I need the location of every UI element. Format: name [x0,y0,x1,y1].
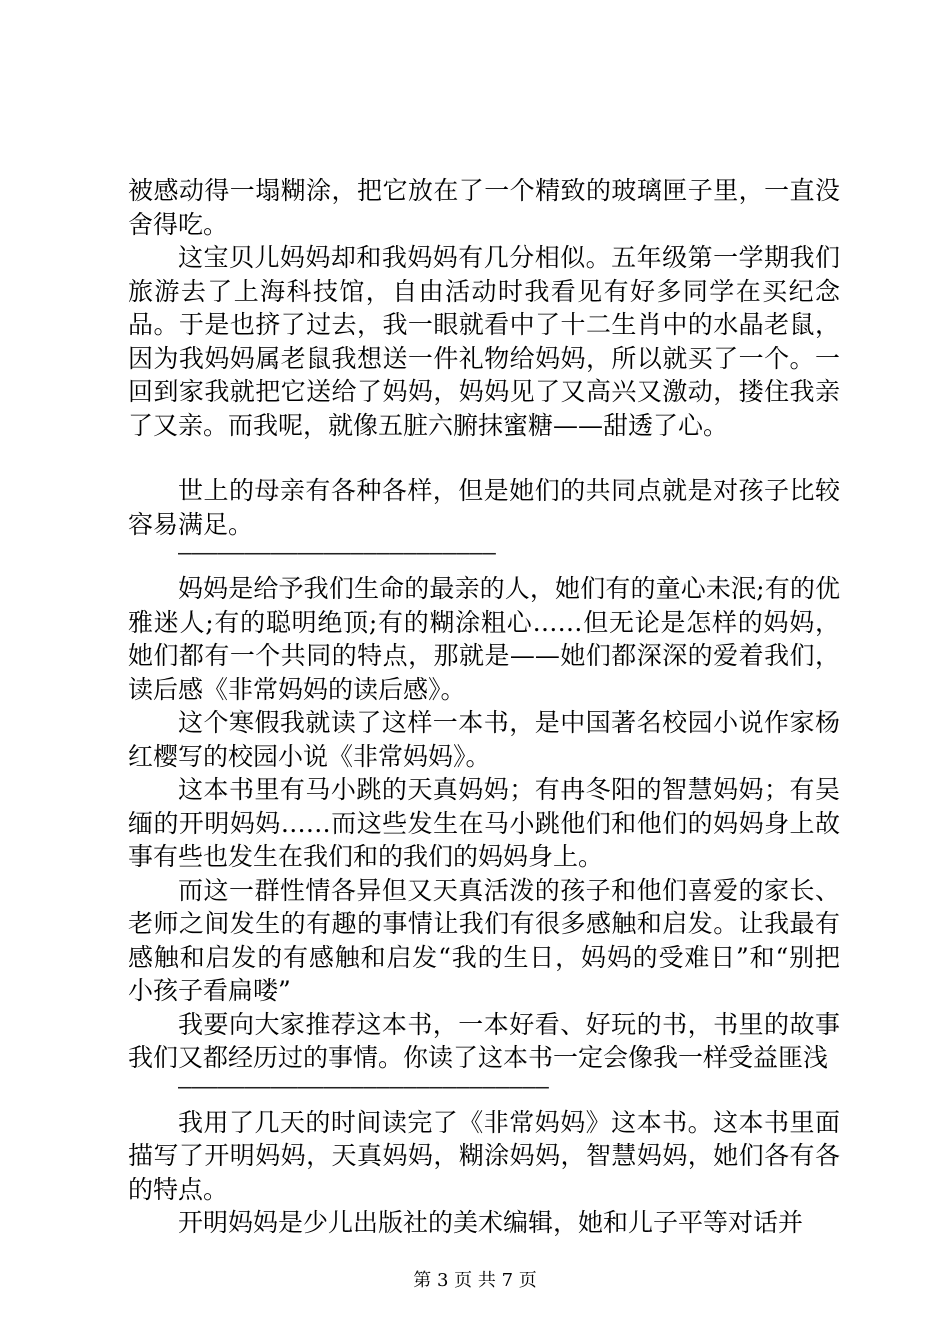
document-body [128,174,840,1240]
paragraph-1: 被感动得一塌糊涂，把它放在了一个精致的玻璃匣子里，一直没舍得吃。 [128,176,840,239]
page-number-footer: 第 3 页 共 7 页 [413,1270,537,1291]
divider-line: ———————————————————————————— [178,1075,549,1100]
paragraph-9: 我用了几天的时间读完了《非常妈妈》这本书。这本书里面描写了开明妈妈，天真妈妈，糊涂妈妈，智慧妈妈，她们各有各的特点。 [128,1107,840,1204]
paragraph-5: 这个寒假我就读了这样一本书，是中国著名校园小说作家杨红樱写的校园小说《非常妈妈》。 [128,708,840,771]
paragraph-3: 世上的母亲有各种各样，但是她们的共同点就是对孩子比较容易满足。 [128,476,840,539]
paragraph-8: 我要向大家推荐这本书，一本好看、好玩的书，书里的故事我们又都经历过的事情。你读了这本书一定会像我一样受益匪浅 [128,1009,840,1072]
paragraph-6: 这本书里有马小跳的天真妈妈；有冉冬阳的智慧妈妈；有吴缅的开明妈妈……而这些发生在马小跳他们和他们的妈妈身上故事有些也发生在我们和的我们的妈妈身上。 [128,775,840,871]
paragraph-7: 而这一群性情各异但又天真活泼的孩子和他们喜爱的家长、老师之间发生的有趣的事情让我们有很多感触和启发。让我最有感触和启发的有感触和启发“我的生日，妈妈的受难日”和“别把小孩子看扁喽” [128,875,840,1005]
paragraph-2: 这宝贝儿妈妈却和我妈妈有几分相似。五年级第一学期我们旅游去了上海科技馆，自由活动时我看见有好多同学在买纪念品。于是也挤了过去，我一眼就看中了十二生肖中的水晶老鼠，因为我妈妈属老鼠我想送一件礼物给妈妈，所以就买了一个。一回到家我就把它送给了妈妈，妈妈见了又高兴又激动，搂住我亲了又亲。而我呢，就像五脏六腑抹蜜糖——甜透了心。 [128,243,840,440]
spacer [128,442,840,474]
paragraph-10: 开明妈妈是少儿出版社的美术编辑，她和儿子平等对话并 [178,1208,804,1237]
paragraph-4: 妈妈是给予我们生命的最亲的人，她们有的童心未泯;有的优雅迷人;有的聪明绝顶;有的糊涂粗心……但无论是怎样的妈妈，她们都有一个共同的特点，那就是——她们都深深的爱着我们，读后感《非常妈妈的读后感》。 [128,574,840,704]
divider-line: ———————————————————————— [178,542,496,566]
